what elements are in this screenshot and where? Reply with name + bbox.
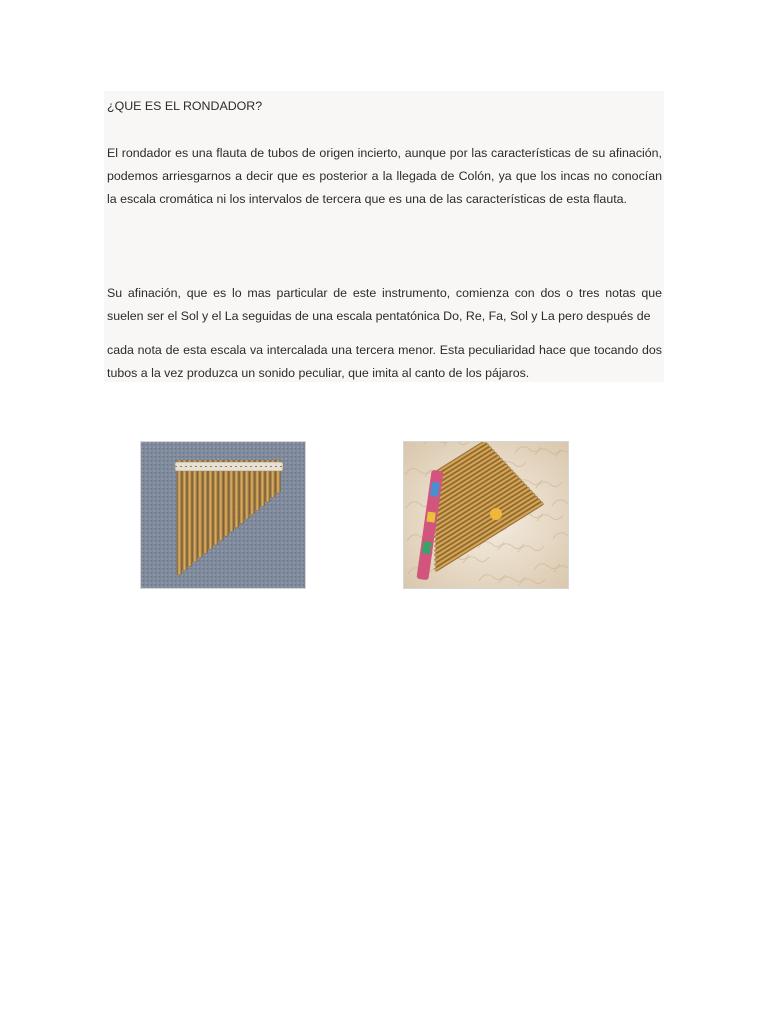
paragraph-tuning: Su afinación, que es lo mas particular de este instrumento, comienza con dos o tres notas que suelen ser el Sol y el La seguidas de una escala pentatónica Do, Re, Fa, Sol y La pero después de <box>107 286 662 324</box>
document-heading: ¿QUE ES EL RONDADOR? <box>107 99 263 113</box>
rondador-photo-carpet <box>140 441 306 589</box>
paragraph-intervals: cada nota de esta escala va intercalada una tercera menor. Esta peculiaridad hace que tocando dos tubos a la vez produzca un sonido peculiar, que imita al canto de los pájaros. <box>107 343 662 381</box>
rondador-photo-fur <box>403 441 569 589</box>
paragraph-origin: El rondador es una flauta de tubos de origen incierto, aunque por las características de su afinación, podemos arriesgarnos a decir que es posterior a la llegada de Colón, ya que los incas no conocían la escala cromática ni los intervalos de tercera que es una de las características de esta flauta. <box>107 146 662 207</box>
